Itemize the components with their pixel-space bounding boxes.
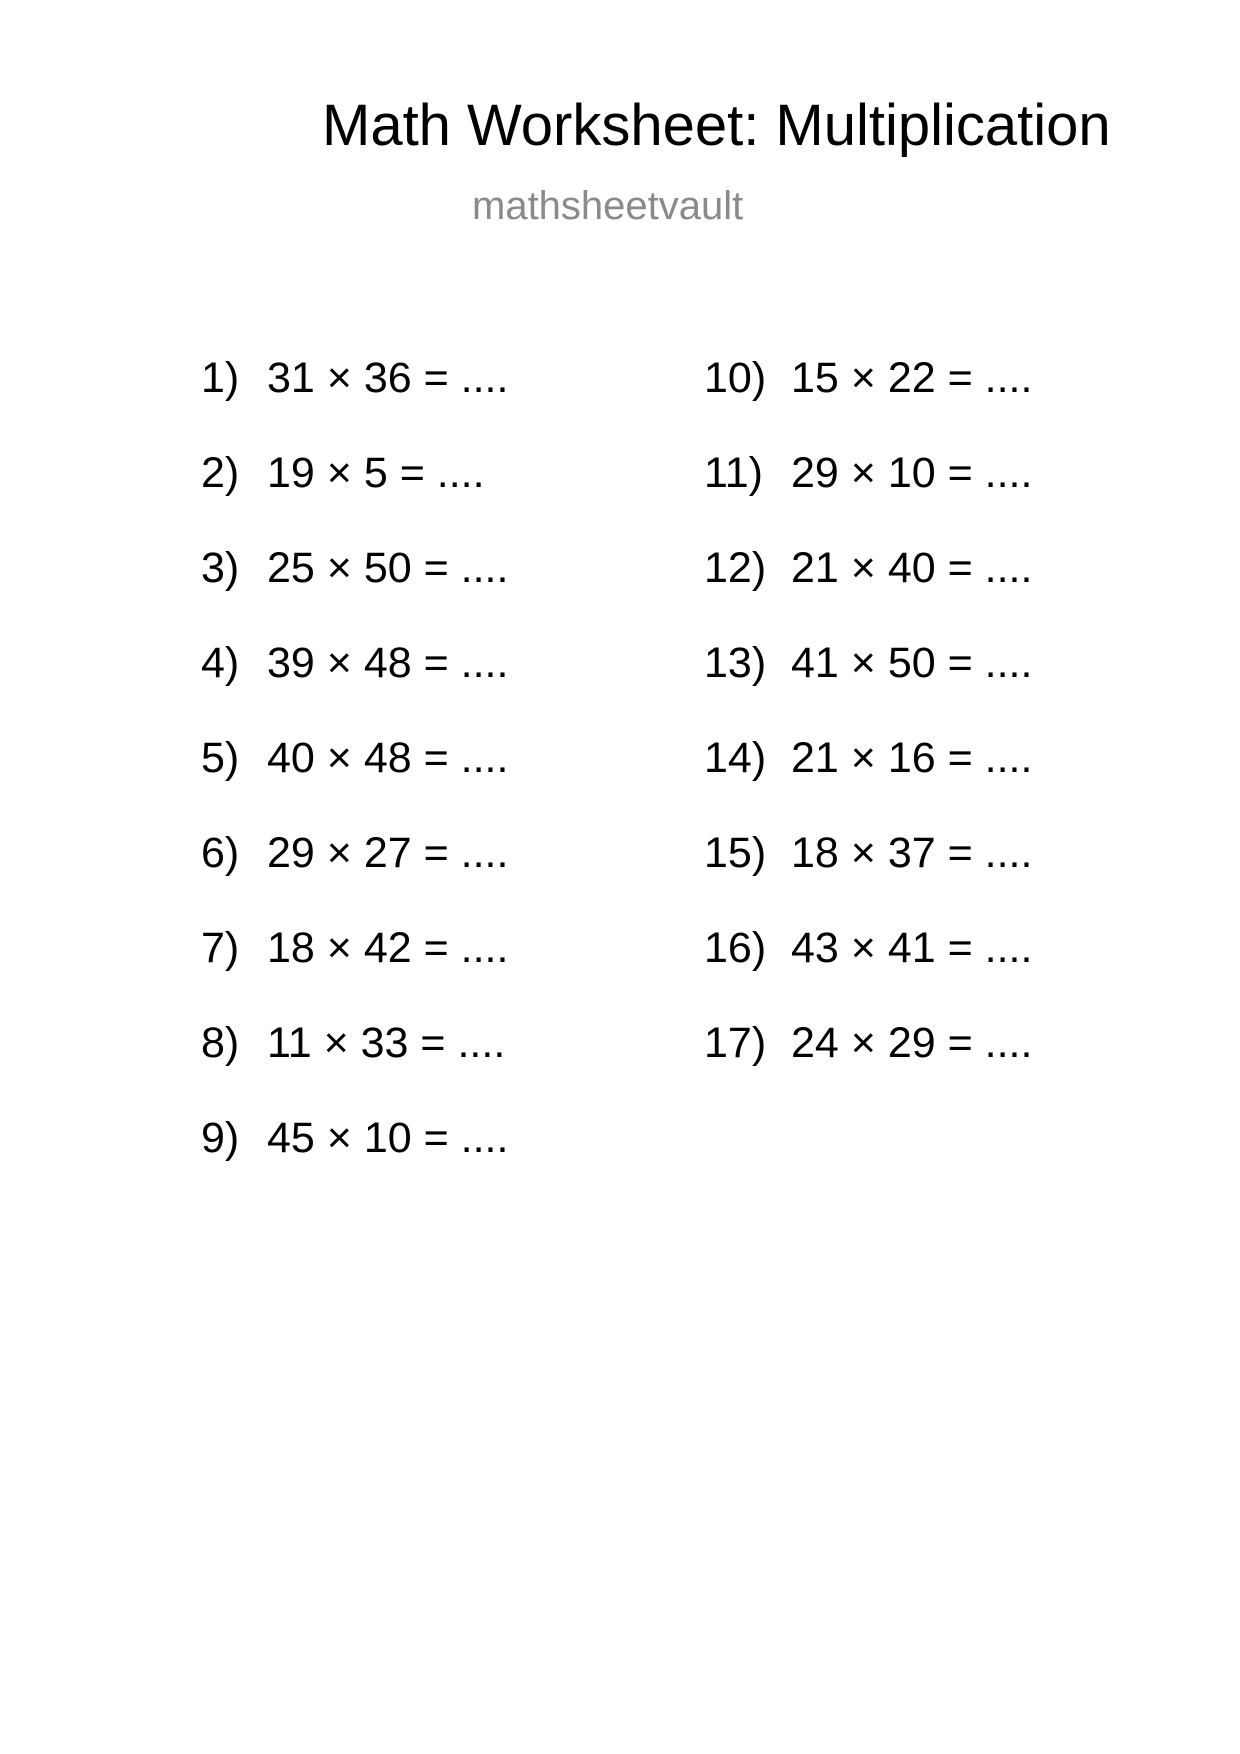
problem-expression: 18 × 42 = .... xyxy=(267,924,509,972)
problem-expression: 31 × 36 = .... xyxy=(267,354,509,402)
problem-number: 1) xyxy=(201,354,240,402)
problem-expression: 43 × 41 = .... xyxy=(791,924,1033,972)
problem-number: 16) xyxy=(704,924,767,972)
worksheet-subtitle: mathsheetvault xyxy=(472,184,744,228)
problem-number: 11) xyxy=(704,449,763,497)
problems-left-column xyxy=(201,354,508,1209)
problem-expression: 21 × 40 = .... xyxy=(791,544,1033,592)
problem-expression: 25 × 50 = .... xyxy=(267,544,509,592)
problem-number: 10) xyxy=(704,354,767,402)
problem-expression: 15 × 22 = .... xyxy=(791,354,1033,402)
problem-number: 13) xyxy=(704,639,767,687)
problem-item xyxy=(201,1019,508,1114)
problem-expression: 39 × 48 = .... xyxy=(267,639,509,687)
problem-number: 3) xyxy=(201,544,240,592)
problem-number: 2) xyxy=(201,449,240,497)
problem-item xyxy=(201,449,508,544)
problem-number: 9) xyxy=(201,1114,240,1162)
problem-item xyxy=(704,734,1032,829)
problem-item xyxy=(704,829,1032,924)
problem-item xyxy=(704,924,1032,1019)
problem-number: 12) xyxy=(704,544,767,592)
problem-number: 15) xyxy=(704,829,767,877)
problem-item xyxy=(704,639,1032,734)
problem-expression: 40 × 48 = .... xyxy=(267,734,509,782)
problem-expression: 29 × 27 = .... xyxy=(267,829,509,877)
problem-item xyxy=(704,544,1032,639)
problem-number: 5) xyxy=(201,734,240,782)
problem-expression: 11 × 33 = .... xyxy=(267,1019,506,1067)
problem-item xyxy=(201,1114,508,1209)
problem-number: 17) xyxy=(704,1019,767,1067)
problem-item xyxy=(201,639,508,734)
problem-item xyxy=(704,449,1032,544)
problem-expression: 24 × 29 = .... xyxy=(791,1019,1033,1067)
problem-item xyxy=(201,924,508,1019)
worksheet-title: Math Worksheet: Multiplication xyxy=(322,93,1111,158)
problem-item xyxy=(201,734,508,829)
problem-number: 8) xyxy=(201,1019,240,1067)
problem-expression: 18 × 37 = .... xyxy=(791,829,1033,877)
problem-expression: 19 × 5 = .... xyxy=(267,449,485,497)
problem-expression: 29 × 10 = .... xyxy=(791,449,1033,497)
problems-right-column xyxy=(704,354,1032,1114)
problem-item xyxy=(704,354,1032,449)
problem-number: 6) xyxy=(201,829,240,877)
problem-item xyxy=(201,544,508,639)
problem-number: 14) xyxy=(704,734,767,782)
problem-number: 4) xyxy=(201,639,240,687)
problem-item xyxy=(201,829,508,924)
problem-number: 7) xyxy=(201,924,240,972)
problem-expression: 21 × 16 = .... xyxy=(791,734,1033,782)
problem-expression: 41 × 50 = .... xyxy=(791,639,1033,687)
problem-item xyxy=(704,1019,1032,1114)
problem-item xyxy=(201,354,508,449)
problem-expression: 45 × 10 = .... xyxy=(267,1114,509,1162)
